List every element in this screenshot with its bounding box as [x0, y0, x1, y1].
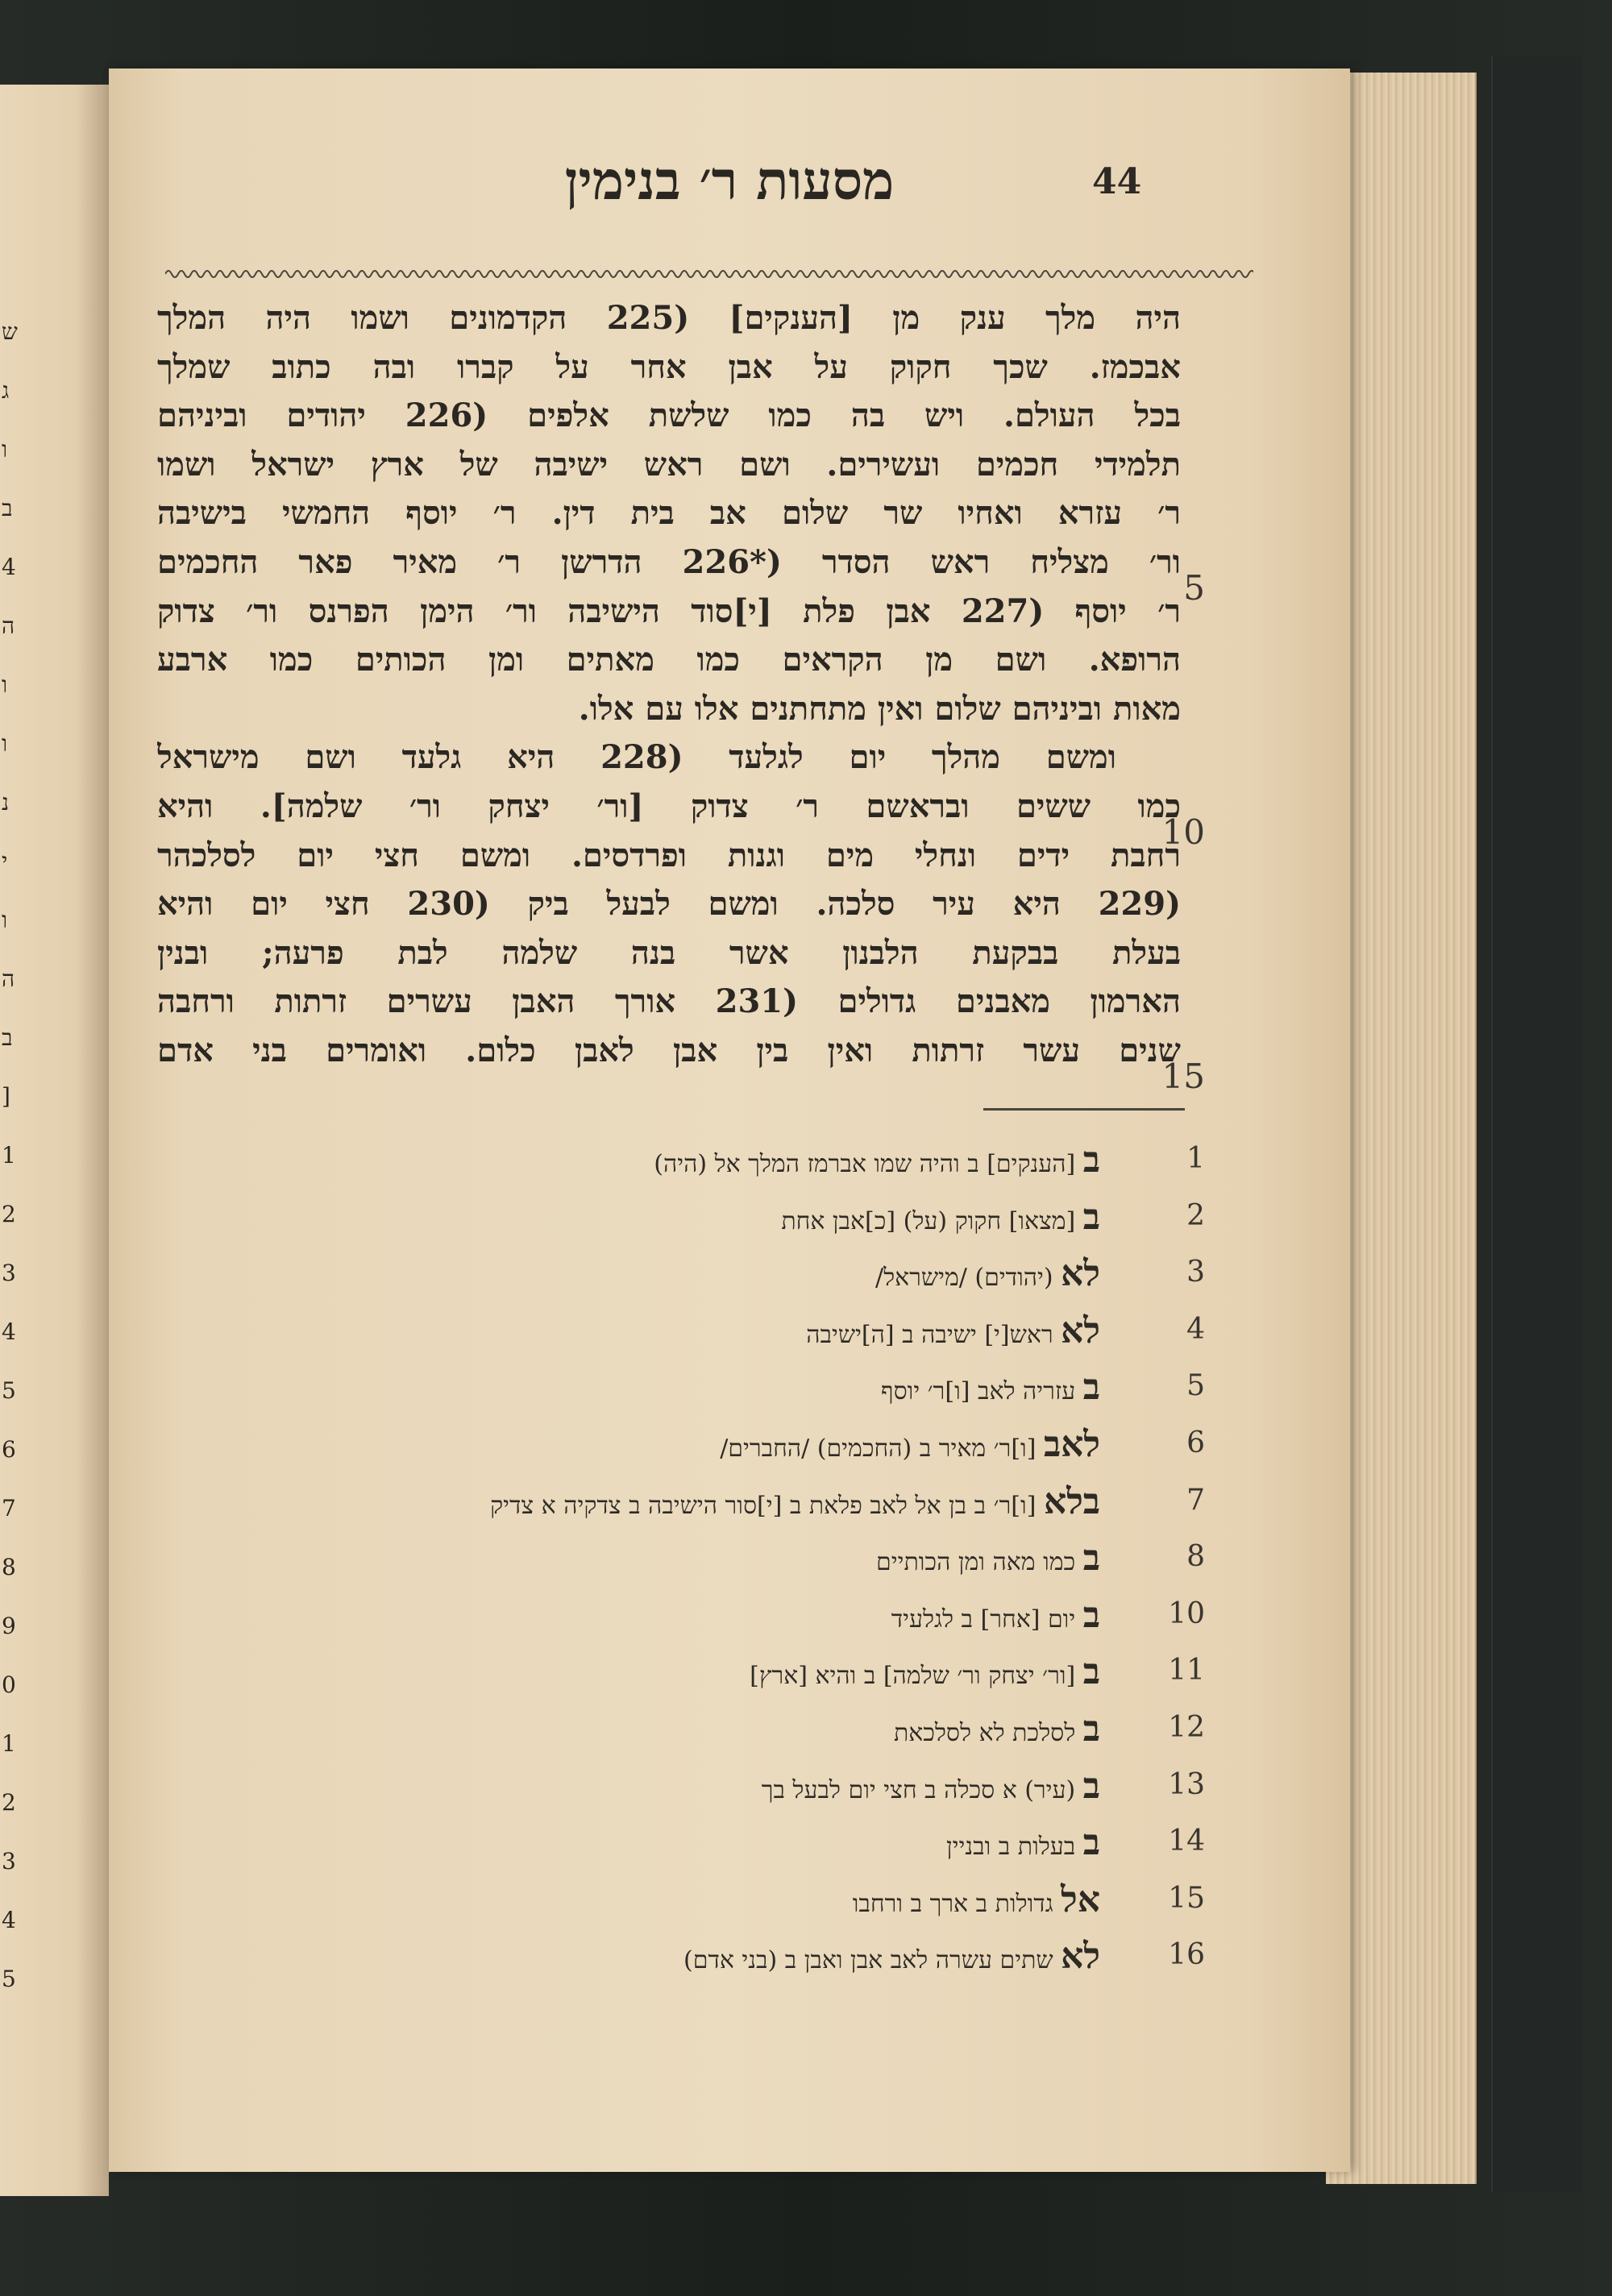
variant-reading: (עיר) א סכלה ב חצי יום לבעל בך — [761, 1775, 1076, 1804]
book-page — [109, 69, 1350, 2172]
text-line: ור׳ מצליח ראש הסדר (*226 הדרשן ר׳ מאיר פאר החכמים — [157, 542, 1181, 581]
apparatus-entry — [173, 1872, 1100, 1929]
apparatus-entry — [173, 1474, 1100, 1531]
apparatus-line-number: 16 — [1168, 1938, 1205, 1972]
text-line: ר׳ עזרא ואחיו שר שלום אב בית דין. ר׳ יוסף החמשי בישיבה — [157, 494, 1181, 533]
variant-reading: כמו מאה ומן הכותיים — [876, 1548, 1076, 1577]
apparatus-entry — [173, 1588, 1100, 1645]
variant-reading: [ו]ר׳ מאיר ב (החכמים) /החברים/ — [720, 1434, 1037, 1463]
manuscript-siglum: ב — [1082, 1140, 1100, 1181]
left-page-fragment: 4 — [2, 554, 16, 580]
manuscript-siglum: לא — [1061, 1310, 1100, 1351]
left-page-fragment: ש — [2, 318, 18, 345]
text-line: כמו ששים ובראשם ר׳ צדוק [ור׳ יצחק ור׳ שלמה]. והיא — [157, 787, 1181, 825]
text-line: בעלת בבקעת הלבנון אשר בנה שלמה לבת פרעה; ובנין — [157, 933, 1181, 972]
apparatus-line-number: 8 — [1186, 1540, 1205, 1574]
text-line: היה מלך ענק מן [הענקים] (225 הקדמונים ושמו היה המלך — [157, 299, 1181, 337]
apparatus-entry — [173, 1132, 1100, 1190]
manuscript-siglum: ב — [1082, 1594, 1100, 1636]
manuscript-siglum: בלא — [1043, 1480, 1100, 1522]
left-page-fragment: 7 — [2, 1495, 16, 1522]
left-page-fragment: ג — [2, 377, 10, 404]
text-line: בכל העולם. ויש בה כמו שלשת אלפים (226 יהודים וביניהם — [157, 397, 1181, 435]
variant-reading: גדולות ב ארך ב ורחבו — [852, 1889, 1053, 1918]
apparatus-line-number: 13 — [1168, 1767, 1205, 1801]
left-page-fragment: ה — [2, 965, 15, 992]
text-line: ומשם מהלך יום לגלעד (228 היא גלעד ושם מישראל — [157, 738, 1116, 777]
wavy-rule — [165, 266, 1253, 282]
left-page-fragment: ו — [2, 907, 8, 933]
cover-edge — [1491, 56, 1581, 2192]
left-page-fragment: 0 — [2, 1671, 16, 1698]
apparatus-entry — [173, 1758, 1100, 1816]
left-page-fragment: 3 — [2, 1848, 16, 1875]
apparatus-line-number: 4 — [1186, 1312, 1205, 1346]
variant-reading: [ור׳ יצחק ור׳ שלמה] ב והיא [ארץ] — [750, 1662, 1076, 1691]
apparatus-line-number: 11 — [1168, 1654, 1205, 1688]
main-text — [157, 294, 1181, 1076]
left-page-edge — [0, 85, 109, 2196]
apparatus-line-number: 2 — [1186, 1198, 1205, 1232]
text-line: הארמון מאבנים גדולים (231 אורך האבן עשרים זרתות ורחבה — [157, 982, 1181, 1021]
line-number: 10 — [1161, 812, 1205, 852]
variant-reading: שתים עשרה לאב אבן ואבן ב (בני אדם) — [683, 1946, 1053, 1975]
text-line: הרופא. ושם מן הקראים כמו מאתים ומן הכותים כמו ארבע — [157, 641, 1181, 679]
apparatus-entry — [173, 1644, 1100, 1701]
text-line: תלמידי חכמים ועשירים. ושם ראש ישיבה של ארץ ישראל ושמו — [157, 445, 1181, 484]
text-line: מאות וביניהם שלום ואין מתחתנים אלו עם אלו. — [578, 689, 1181, 728]
apparatus-entry — [173, 1530, 1100, 1588]
left-page-fragment: 5 — [2, 1966, 16, 1992]
apparatus-line-number: 15 — [1168, 1881, 1205, 1915]
variant-reading: יום [אחר] ב לגלעיד — [891, 1605, 1076, 1634]
manuscript-siglum: ב — [1082, 1367, 1100, 1409]
left-page-fragment: 9 — [2, 1613, 16, 1639]
left-page-fragment: 4 — [2, 1318, 16, 1345]
apparatus-entry — [173, 1246, 1100, 1303]
manuscript-siglum: ב — [1082, 1196, 1100, 1238]
apparatus-entry — [173, 1303, 1100, 1360]
variant-reading: לסלכת לא לסלכאת — [893, 1718, 1076, 1747]
variant-reading: (יהודים) /מישראל/ — [875, 1264, 1053, 1293]
manuscript-siglum: לא — [1061, 1936, 1100, 1978]
apparatus-entry — [173, 1360, 1100, 1417]
line-number: 15 — [1161, 1057, 1205, 1096]
apparatus-entry — [173, 1701, 1100, 1758]
left-page-fragment: ו — [2, 671, 8, 698]
variant-reading: ראש[י] ישיבה ב [ה]ישיבה — [806, 1320, 1053, 1349]
left-page-fragment: ב — [2, 495, 13, 521]
manuscript-siglum: ב — [1082, 1765, 1100, 1807]
notes-separator — [983, 1108, 1185, 1111]
apparatus-line-number: 10 — [1168, 1596, 1205, 1630]
text-line: אבכמז. שכך חקוק על אבן אחר על קברו ובה כתוב שמלך — [157, 347, 1181, 386]
text-line: ר׳ יוסף (227 אבן פלת [י]סוד הישיבה ור׳ הימן הפרנס ור׳ צדוק — [157, 592, 1181, 630]
manuscript-siglum: אל — [1061, 1879, 1100, 1920]
apparatus-entry — [173, 1929, 1100, 1986]
page-number: 44 — [1092, 161, 1142, 202]
left-page-fragment: ו — [2, 730, 8, 757]
variant-reading: [הענקים] ב והיה שמו אברמז המלך אל (היה) — [654, 1150, 1076, 1178]
manuscript-siglum: ב — [1082, 1651, 1100, 1693]
left-page-fragment: 2 — [2, 1789, 16, 1816]
left-page-fragment: 5 — [2, 1377, 16, 1404]
left-page-fragment: 1 — [2, 1142, 16, 1169]
apparatus-line-number: 3 — [1186, 1256, 1205, 1289]
apparatus-entry — [173, 1815, 1100, 1872]
line-number: 5 — [1183, 568, 1205, 608]
apparatus-line-number: 1 — [1186, 1142, 1205, 1175]
critical-apparatus — [173, 1132, 1100, 1986]
left-page-fragment: י — [2, 848, 8, 874]
apparatus-entry — [173, 1190, 1100, 1247]
left-page-fragment: 2 — [2, 1201, 16, 1227]
left-page-fragment: ו — [2, 436, 8, 463]
manuscript-siglum: ב — [1082, 1822, 1100, 1864]
apparatus-line-number: 12 — [1168, 1711, 1205, 1744]
apparatus-line-number: 6 — [1186, 1426, 1205, 1459]
left-page-fragment: 1 — [2, 1730, 16, 1757]
left-page-fragment: נ — [2, 789, 10, 816]
apparatus-line-number: 14 — [1168, 1825, 1205, 1858]
left-page-fragment: ב — [2, 1024, 13, 1051]
variant-reading: עזריה לאב [ו]ר׳ יוסף — [881, 1377, 1076, 1406]
left-page-fragment: 4 — [2, 1907, 16, 1933]
running-title: מסעות ר׳ בנימין — [564, 149, 895, 212]
left-page-fragment: 6 — [2, 1436, 16, 1463]
text-line: שנים עשר זרתות ואין בין אבן לאבן כלום. ואומרים בני אדם — [157, 1031, 1181, 1069]
left-page-fragment: ה — [2, 612, 15, 639]
manuscript-siglum: לא — [1061, 1253, 1100, 1295]
text-line: רחבת ידים ונחלי מים וגנות ופרדסים. ומשם חצי יום לסלכהר — [157, 836, 1181, 874]
manuscript-siglum: לאב — [1043, 1423, 1100, 1465]
apparatus-line-number: 5 — [1186, 1369, 1205, 1403]
text-line: (229 היא עיר סלכה. ומשם לבעל ביק (230 חצי יום והיא — [157, 885, 1181, 924]
manuscript-siglum: ב — [1082, 1538, 1100, 1580]
variant-reading: בעלות ב ובניין — [945, 1833, 1076, 1862]
left-page-fragment: 8 — [2, 1554, 16, 1580]
apparatus-entry — [173, 1417, 1100, 1474]
variant-reading: [ו]ר׳ ב בן אל לאב פלאת ב [י]סור הישיבה ב צדקיה א צדיק — [490, 1491, 1037, 1520]
left-page-fragment: ] — [2, 1083, 10, 1110]
manuscript-siglum: ב — [1082, 1708, 1100, 1750]
apparatus-line-number: 7 — [1186, 1483, 1205, 1517]
variant-reading: [מצאו] חקוק (על) [כ]אבן אחת — [781, 1206, 1076, 1235]
left-page-fragment: 3 — [2, 1260, 16, 1286]
